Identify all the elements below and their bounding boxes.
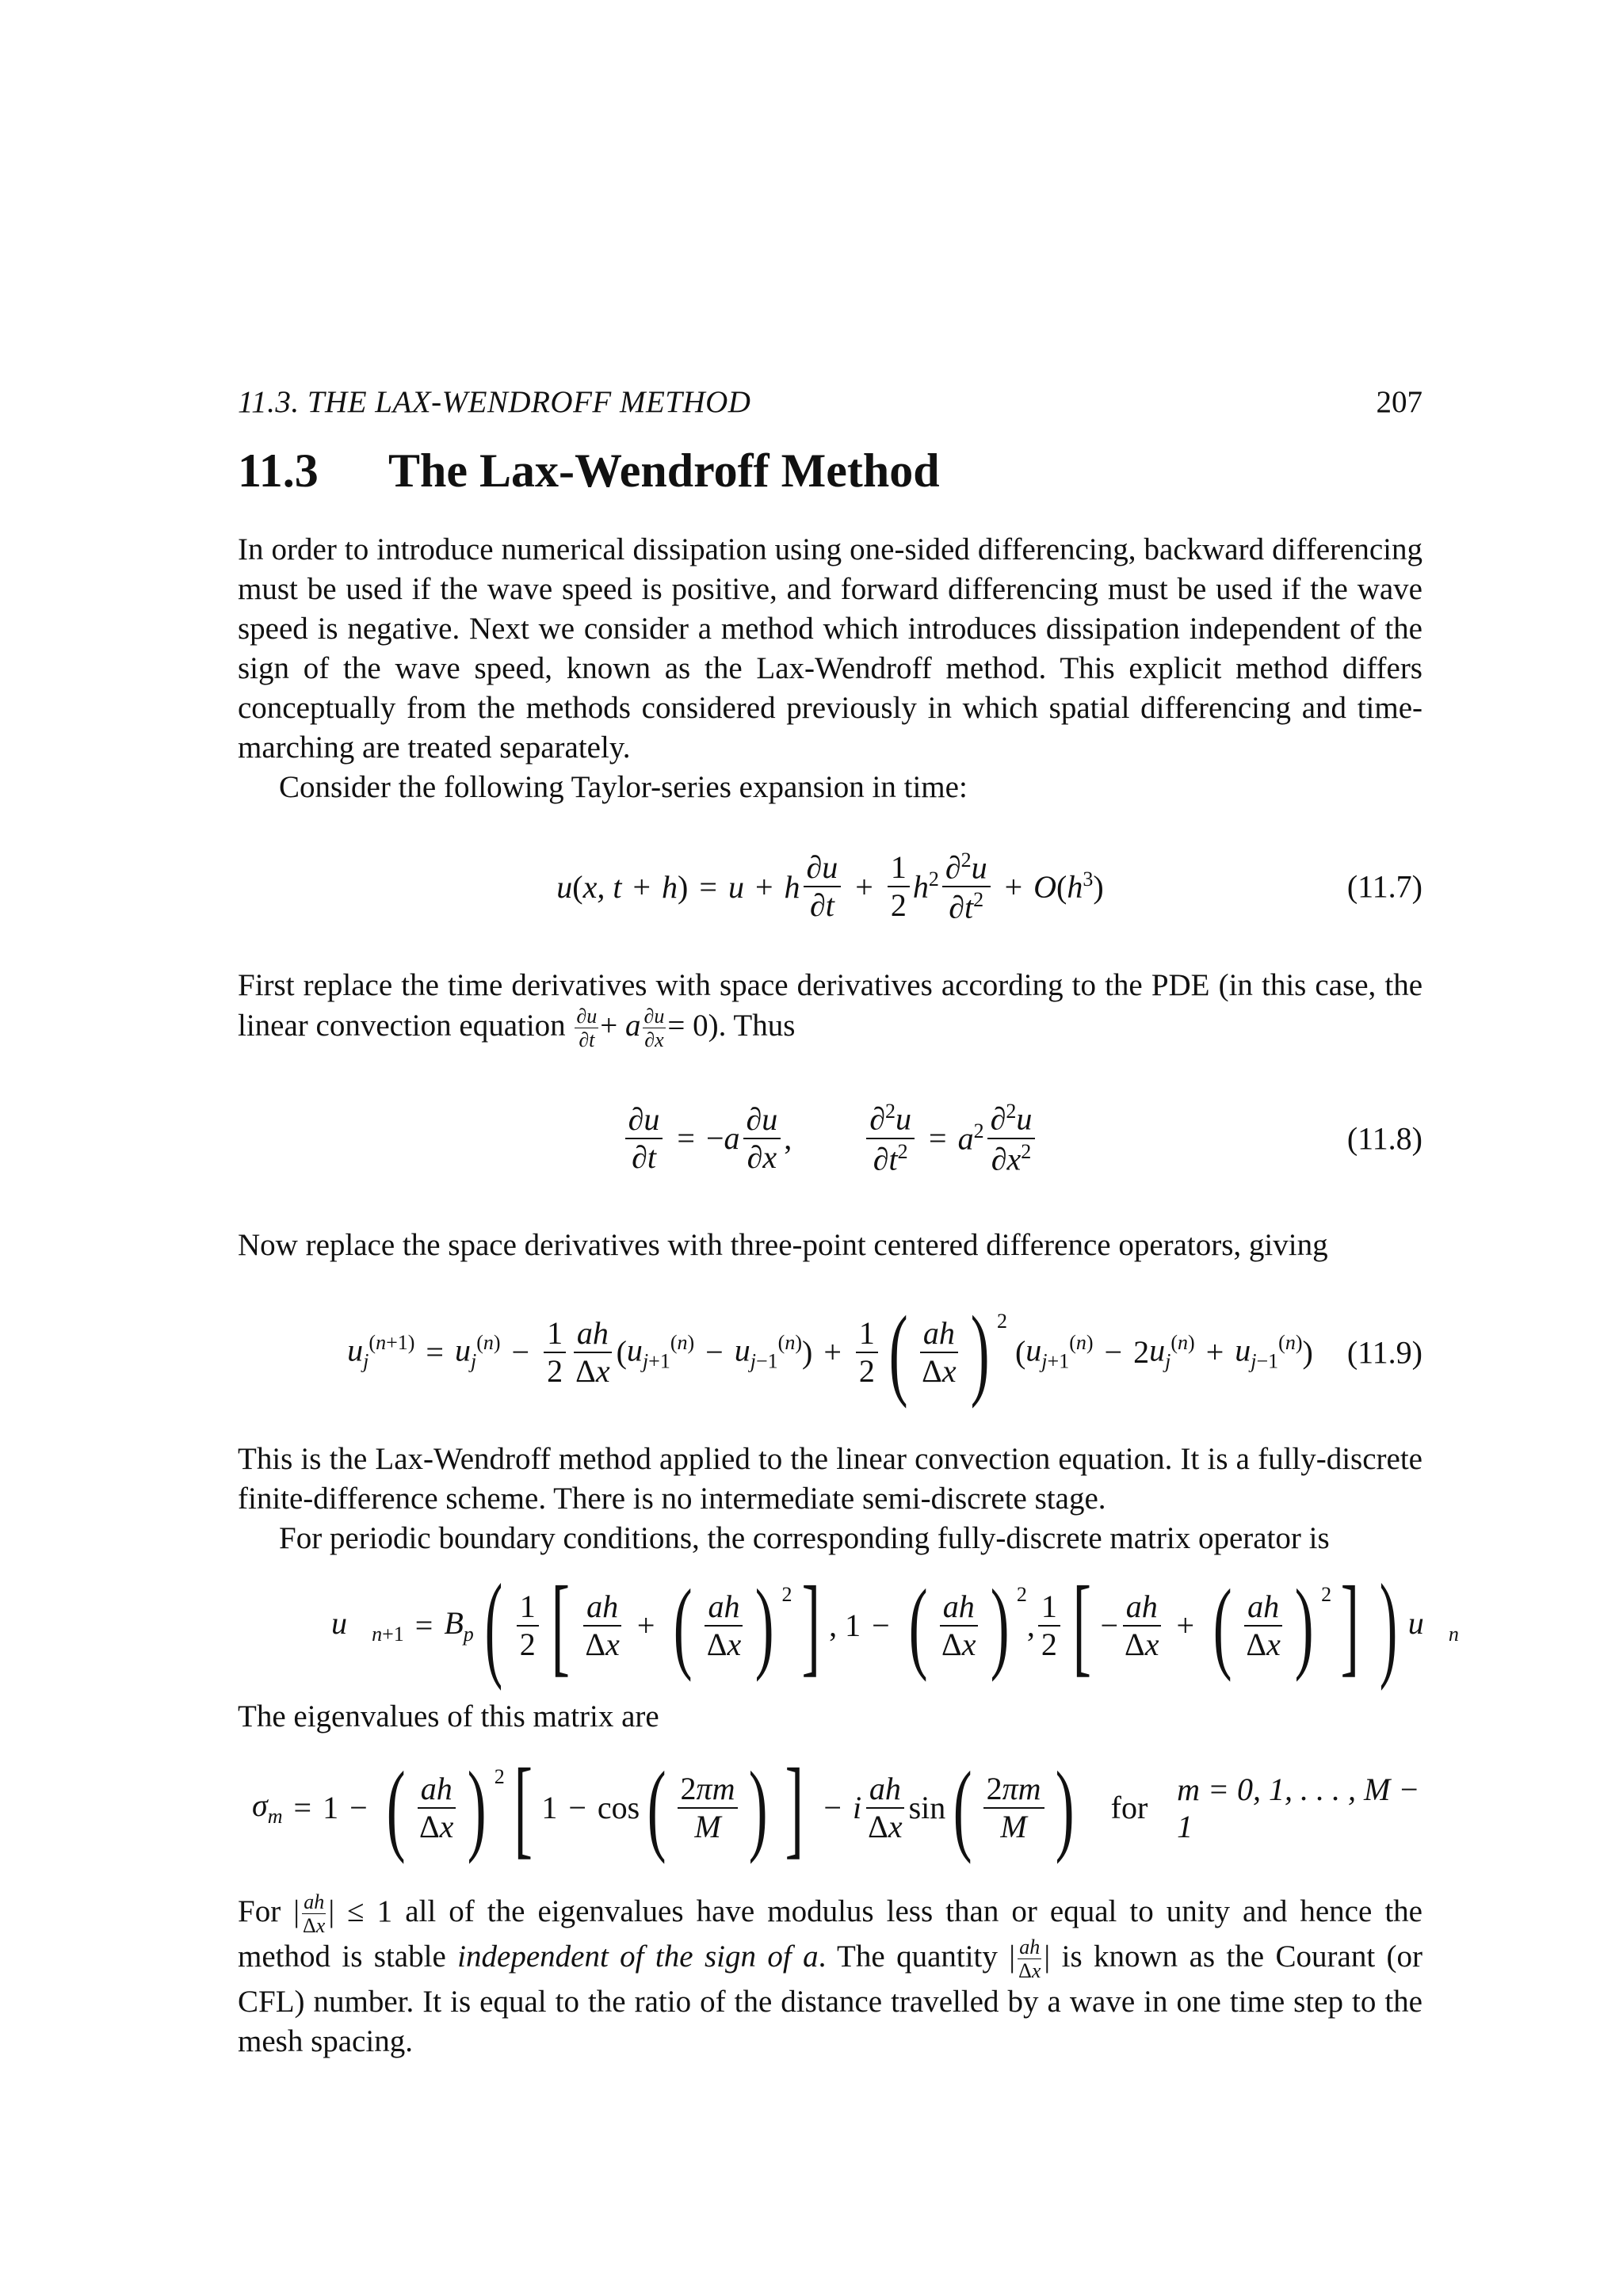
for-word: for	[1110, 1790, 1148, 1826]
section-title: The Lax-Wendroff Method	[388, 444, 940, 497]
m-range: m = 0, 1, . . . , M − 1	[1177, 1771, 1420, 1844]
equation-11-7: u ( x, t + h ) = u + h $\frac{\partial u}{\partial t}$ + $\frac{1}{2}$ $h^2$ $\frac{\partial^2u}{\partial t^2}$ + O ( $h^3$ ) (11.7)	[556, 848, 1423, 925]
section-number: 11.3	[238, 444, 319, 497]
equation-matrix-operator: $u⃗_{n+1}$ = $B_p$ ( $\frac{1}{2}$ [ $\frac{ah}{\Delta x}$ + ( $\frac{ah}{\Delta x}$ ) $^2$ ] , 1 − ( $\frac{ah}{\Delta x}$ ) $^2$ , $\frac{1}{2}$ [ − $\frac{ah}{\Delta x}$ + ( $\frac{ah}{\Delta x}$ ) $^2$ ] ) $u⃗_n$	[331, 1559, 1459, 1691]
page	[238, 384, 1459, 2061]
paragraph-taylor: Consider the following Taylor-series expansion in time:	[279, 770, 968, 804]
paragraph-lax-wendroff: This is the Lax-Wendroff method applied to the linear convection equation. It is a fully-discrete finite-difference scheme. There is no intermediate semi-discrete stage.	[238, 1441, 1423, 1516]
paragraph-eigenvalues: The eigenvalues of this matrix are	[238, 1699, 659, 1733]
paragraph-replace-space: Now replace the space derivatives with three-point centered difference operators, giving	[238, 1227, 1328, 1262]
section-heading	[238, 444, 1423, 497]
running-header	[238, 384, 1423, 429]
equation-eigenvalues: $\sigma_m$ = 1 − ( $\frac{ah}{\Delta x}$ ) $^2$ [ 1 − cos ( $\frac{2\pi m}{M}$ ) ] − i $\frac{ah}{\Delta x}$ sin ( $\frac{2\pi m}{M}$ ) for m = 0, 1, . . . , M − 1	[238, 1760, 1423, 1855]
equation-number: (11.8)	[1346, 1120, 1423, 1157]
paragraph-stability: For | $\frac{ah}{\Delta x}$ | ≤ 1 all of the eigenvalues have modulus less than or equal to unity and hence the method is stable independent of the sign of a. The quantity | $\frac{ah}{\Delta x}$ | is known as the Courant (or CFL) number. It is equal to the ratio of the distance travelled by a wave in one time step to the mesh spacing.	[238, 1890, 1423, 2058]
equation-11-8: $\frac{\partial u}{\partial t}$ = − a $\frac{\partial u}{\partial x}$ , $\frac{\partial^2u}{\partial t^2}$ = $a^2$ $\frac{\partial^2u}{\partial x^2}$ (11.8)	[238, 1095, 1423, 1182]
paragraph-replace-time: First replace the time derivatives with space derivatives according to the PDE (in this case, the linear convection equation $\frac{\partial u}{\partial t}$ + a $\frac{\partial u}{\partial x}$ = 0). Thus	[238, 968, 1423, 1052]
equation-11-9: $u_j^{(n+1)}$ = $u_j^{(n)}$ − $\frac{1}{2}$ $\frac{ah}{\Delta x}$ ( $u_{j+1}^{(n)}$ − $u_{j-1}^{(n)}$ ) + $\frac{1}{2}$ ( $\frac{ah}{\Delta x}$ ) $^2$ ( $u_{j+1}^{(n)}$ − 2 $u_j^{(n)}$ + $u_{j-1}^{(n)}$ ) (11.9)	[347, 1295, 1423, 1409]
paragraph-periodic: For periodic boundary conditions, the corresponding fully-discrete matrix operator is	[279, 1520, 1330, 1555]
page-number: 207	[1376, 385, 1423, 419]
running-title: 11.3. THE LAX-WENDROFF METHOD	[238, 385, 751, 419]
equation-number: (11.7)	[1346, 868, 1423, 905]
equation-number: (11.9)	[1346, 1334, 1423, 1371]
paragraph-intro: In order to introduce numerical dissipation using one-sided differencing, backward differencing must be used if the wave speed is positive, and forward differencing must be used if the wave speed is negative. Next we consider a method which introduces dissipation independent of the sign of the wave speed, known as the Lax-Wendroff method. This explicit method differs conceptually from the methods considered previously in which spatial differencing and time-marching are treated separately.	[238, 532, 1423, 765]
